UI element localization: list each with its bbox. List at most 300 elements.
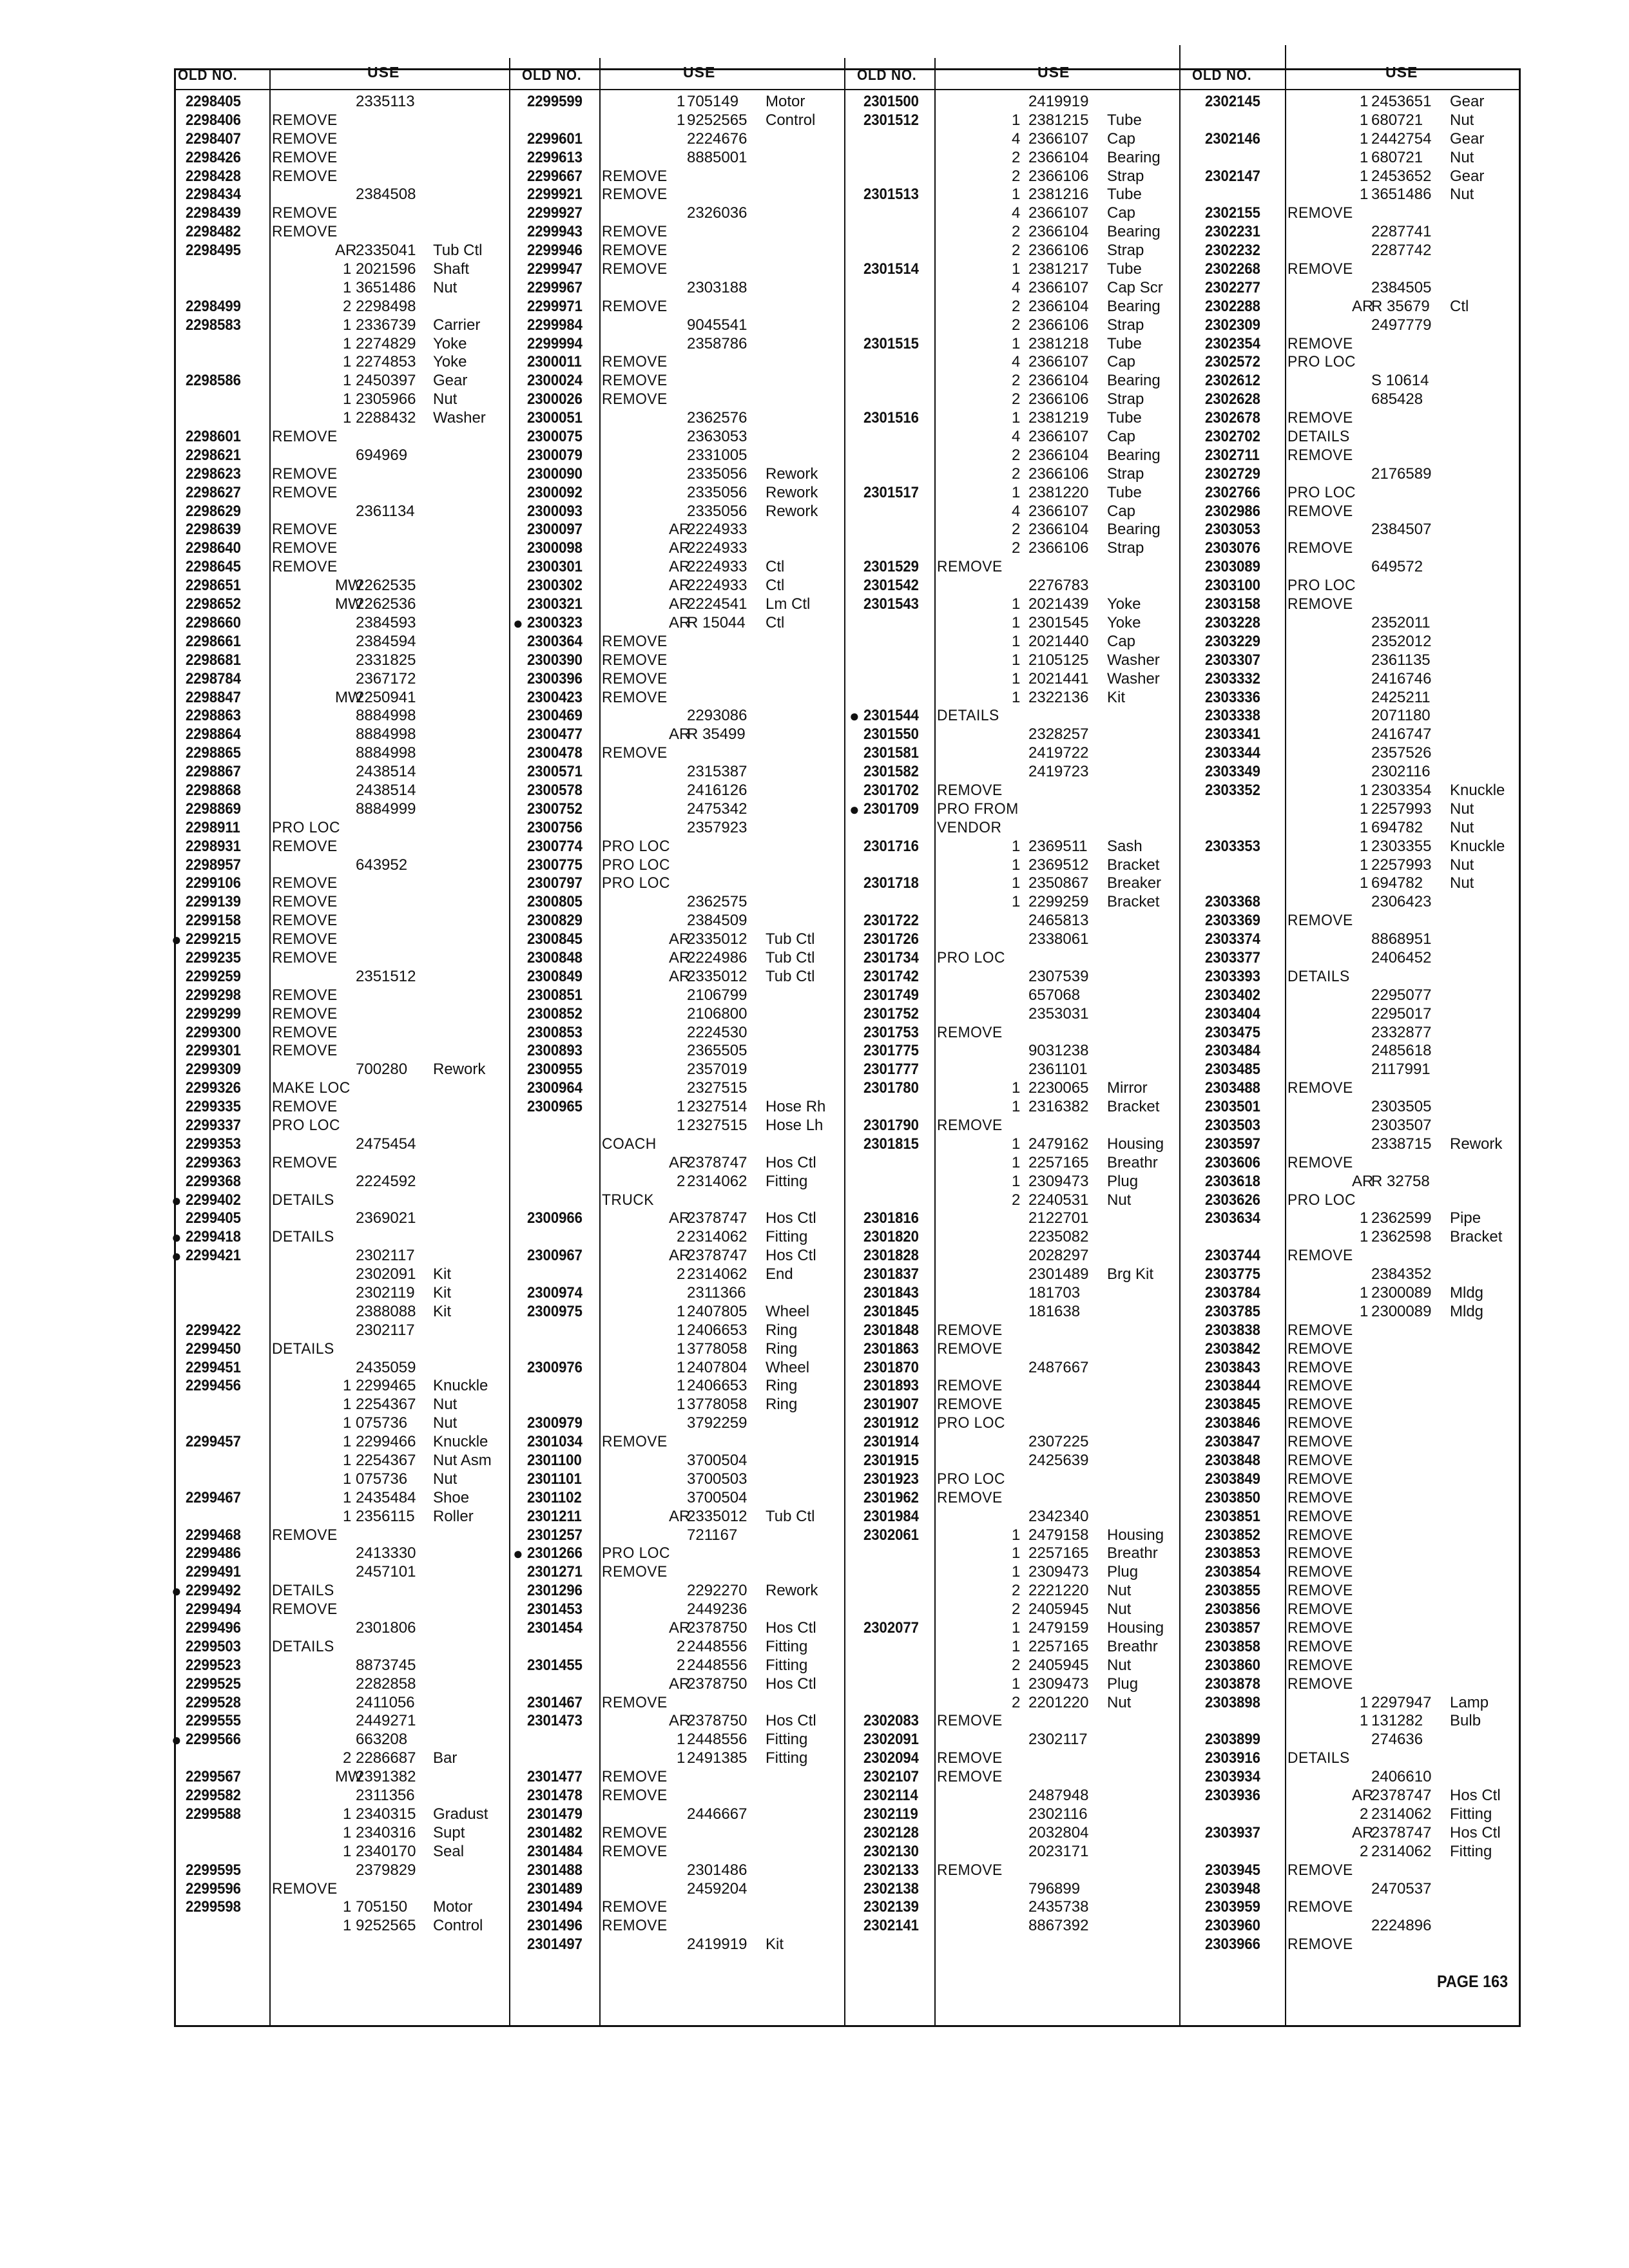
table-row bbox=[844, 577, 1179, 595]
quantity: AR bbox=[669, 521, 691, 539]
part-description: Bearing bbox=[1107, 148, 1161, 166]
table-row bbox=[844, 1228, 1179, 1247]
action-label: REMOVE bbox=[272, 111, 338, 129]
old-part-number: 2298629 bbox=[186, 502, 241, 520]
table-row bbox=[509, 1191, 844, 1210]
table-row bbox=[509, 856, 844, 875]
old-part-number: 2303349 bbox=[1205, 763, 1260, 781]
replacement-part-number: 2302116 bbox=[1028, 1805, 1088, 1823]
replacement-part-number: 2369512 bbox=[1028, 856, 1089, 874]
replacement-part-number: 2122701 bbox=[1028, 1209, 1089, 1227]
part-description: Breathr bbox=[1107, 1637, 1158, 1655]
table-row bbox=[509, 503, 844, 521]
table-row bbox=[174, 223, 509, 242]
table-row bbox=[174, 1284, 509, 1303]
table-row bbox=[174, 1079, 509, 1098]
replacement-part-number: 2224592 bbox=[356, 1172, 416, 1190]
table-row bbox=[174, 484, 509, 503]
old-part-number: 2301513 bbox=[863, 186, 919, 204]
table-row bbox=[844, 986, 1179, 1005]
old-part-number: 2301488 bbox=[527, 1861, 583, 1879]
part-description: Strap bbox=[1107, 539, 1144, 557]
table-row bbox=[509, 1843, 844, 1861]
part-description: Breaker bbox=[1107, 874, 1162, 892]
replacement-part-number: 2028297 bbox=[1028, 1247, 1089, 1265]
table-row bbox=[844, 465, 1179, 484]
old-part-number: 2303843 bbox=[1205, 1358, 1260, 1376]
part-description: Yoke bbox=[1107, 613, 1141, 631]
table-row bbox=[844, 1247, 1179, 1265]
action-label: REMOVE bbox=[937, 1488, 1003, 1506]
table-row bbox=[844, 633, 1179, 651]
quantity: 2 bbox=[1012, 1582, 1021, 1600]
part-description: Motor bbox=[766, 93, 805, 110]
action-label: DETAILS bbox=[937, 707, 999, 725]
old-part-number: 2303784 bbox=[1205, 1284, 1260, 1302]
old-part-number: 2301815 bbox=[863, 1135, 919, 1153]
table-row bbox=[1179, 111, 1521, 130]
table-row bbox=[844, 726, 1179, 744]
replacement-part-number: 2361101 bbox=[1028, 1061, 1088, 1079]
replacement-part-number: 2384593 bbox=[356, 613, 416, 631]
quantity: AR bbox=[1352, 1172, 1374, 1190]
old-part-number: 2303851 bbox=[1205, 1507, 1260, 1525]
replacement-part-number: 2340316 bbox=[356, 1823, 416, 1841]
replacement-part-number: 663208 bbox=[356, 1731, 408, 1749]
table-row bbox=[509, 1898, 844, 1917]
table-row bbox=[174, 800, 509, 819]
part-description: Fitting bbox=[1450, 1805, 1492, 1823]
replacement-part-number: 2224541 bbox=[687, 595, 747, 613]
table-row bbox=[844, 1079, 1179, 1098]
part-description: Housing bbox=[1107, 1526, 1164, 1544]
replacement-part-number: 796899 bbox=[1028, 1879, 1081, 1898]
replacement-part-number: 2276783 bbox=[1028, 577, 1089, 595]
old-part-number: 2303158 bbox=[1205, 595, 1260, 613]
old-part-number: 2299418 bbox=[186, 1228, 241, 1246]
action-label: REMOVE bbox=[602, 1563, 668, 1581]
part-description: Nut bbox=[1450, 856, 1474, 874]
table-row bbox=[174, 1470, 509, 1489]
replacement-part-number: 2335012 bbox=[687, 1507, 747, 1525]
part-description: Plug bbox=[1107, 1675, 1139, 1693]
table-row bbox=[1179, 614, 1521, 633]
old-part-number: 2301271 bbox=[527, 1563, 583, 1581]
table-row bbox=[509, 1228, 844, 1247]
table-row bbox=[1179, 1061, 1521, 1079]
replacement-part-number: 2302116 bbox=[1371, 763, 1431, 781]
table-row bbox=[844, 484, 1179, 503]
action-label: PRO LOC bbox=[937, 1470, 1005, 1488]
old-part-number: 2303352 bbox=[1205, 781, 1260, 799]
old-part-number: 2301514 bbox=[863, 260, 919, 278]
replacement-part-number: 2365505 bbox=[687, 1042, 747, 1060]
action-label: PRO LOC bbox=[937, 1414, 1005, 1432]
action-label: REMOVE bbox=[602, 260, 668, 278]
replacement-part-number: 2457101 bbox=[356, 1563, 416, 1581]
part-description: Nut bbox=[1450, 874, 1474, 892]
table-row bbox=[844, 130, 1179, 149]
old-part-number: 2300752 bbox=[527, 800, 583, 818]
replacement-part-number: 3651486 bbox=[356, 278, 416, 296]
quantity: 1 bbox=[1360, 1228, 1369, 1246]
table-row bbox=[844, 651, 1179, 670]
part-description: Rework bbox=[1450, 1135, 1503, 1153]
replacement-part-number: 2406653 bbox=[687, 1321, 747, 1339]
table-row bbox=[844, 335, 1179, 354]
old-part-number: 2300964 bbox=[527, 1079, 583, 1097]
part-description: Strap bbox=[1107, 242, 1144, 260]
quantity: 2 bbox=[1012, 1656, 1021, 1674]
table-row bbox=[1179, 1880, 1521, 1899]
quantity: 2 bbox=[677, 1656, 686, 1674]
replacement-part-number: 2342340 bbox=[1028, 1507, 1089, 1525]
action-label: DETAILS bbox=[272, 1228, 334, 1246]
table-row bbox=[171, 1190, 509, 1210]
old-part-number: 2299486 bbox=[186, 1544, 241, 1562]
part-description: Gradust bbox=[433, 1805, 488, 1823]
replacement-part-number: 2274853 bbox=[356, 353, 416, 371]
old-part-number: 2299106 bbox=[186, 874, 241, 892]
table-row bbox=[1179, 279, 1521, 298]
replacement-part-number: 2442754 bbox=[1371, 130, 1432, 148]
replacement-part-number: 2487667 bbox=[1028, 1358, 1089, 1376]
quantity: 1 bbox=[677, 1302, 686, 1320]
part-description: Breathr bbox=[1107, 1544, 1158, 1562]
table-row bbox=[509, 1544, 844, 1563]
replacement-part-number: 2302117 bbox=[1028, 1731, 1088, 1749]
action-label: REMOVE bbox=[1287, 1340, 1353, 1358]
table-row bbox=[509, 912, 844, 930]
old-part-number: 2302094 bbox=[863, 1749, 919, 1767]
table-row bbox=[174, 130, 509, 149]
quantity: 1 bbox=[677, 111, 686, 129]
replacement-part-number: 2303355 bbox=[1371, 837, 1432, 855]
action-label: REMOVE bbox=[1287, 1433, 1353, 1451]
old-part-number: 2298621 bbox=[186, 446, 241, 464]
part-description: Tub Ctl bbox=[766, 967, 815, 985]
old-part-number: 2303402 bbox=[1205, 986, 1260, 1004]
replacement-part-number: 2332877 bbox=[1371, 1023, 1432, 1041]
replacement-part-number: 2262536 bbox=[356, 595, 416, 613]
replacement-part-number: 2351512 bbox=[356, 967, 416, 985]
old-part-number: 2298639 bbox=[186, 521, 241, 539]
old-part-number: 2298661 bbox=[186, 632, 241, 650]
replacement-part-number: 2314062 bbox=[687, 1265, 747, 1283]
part-description: Bearing bbox=[1107, 446, 1161, 464]
replacement-part-number: 2470537 bbox=[1371, 1879, 1432, 1898]
old-part-number: 2303332 bbox=[1205, 669, 1260, 687]
table-row bbox=[509, 1694, 844, 1713]
quantity: 1 bbox=[343, 353, 352, 371]
quantity: 2 bbox=[1012, 1693, 1021, 1711]
old-part-number: 2300805 bbox=[527, 893, 583, 911]
table-row bbox=[1179, 372, 1521, 390]
quantity: 2 bbox=[677, 1265, 686, 1283]
table-row bbox=[1179, 1563, 1521, 1582]
action-label: PRO FROM bbox=[937, 800, 1019, 818]
replacement-part-number: 2384505 bbox=[1371, 278, 1432, 296]
table-row bbox=[174, 1694, 509, 1713]
old-part-number: 2303369 bbox=[1205, 912, 1260, 930]
old-part-number: 2300075 bbox=[527, 428, 583, 446]
replacement-part-number: 2366106 bbox=[1028, 465, 1089, 483]
bullet-icon: ● bbox=[171, 1581, 182, 1601]
old-part-number: 2301296 bbox=[527, 1582, 583, 1600]
table-row bbox=[174, 316, 509, 335]
replacement-part-number: 685428 bbox=[1371, 390, 1423, 408]
table-row bbox=[509, 577, 844, 595]
table-row bbox=[509, 670, 844, 689]
replacement-part-number: 680721 bbox=[1371, 111, 1423, 129]
old-part-number: 2301211 bbox=[527, 1507, 582, 1525]
old-part-number: 2299601 bbox=[527, 130, 583, 148]
part-description: Strap bbox=[1107, 167, 1144, 185]
action-label: REMOVE bbox=[1287, 1861, 1353, 1879]
old-part-number: 2301266 bbox=[527, 1544, 583, 1562]
action-label: REMOVE bbox=[272, 1023, 338, 1041]
action-label: REMOVE bbox=[602, 1898, 668, 1916]
table-row bbox=[509, 168, 844, 186]
quantity: AR bbox=[669, 539, 691, 557]
table-row bbox=[174, 503, 509, 521]
old-part-number: 2298601 bbox=[186, 428, 241, 446]
old-part-number: 2302130 bbox=[863, 1842, 919, 1860]
old-part-number: 2302231 bbox=[1205, 223, 1260, 241]
table-row bbox=[1179, 1024, 1521, 1043]
part-description: Fitting bbox=[766, 1749, 808, 1767]
quantity: 1 bbox=[677, 1731, 686, 1749]
replacement-part-number: 2362576 bbox=[687, 409, 747, 427]
old-part-number: 2303393 bbox=[1205, 967, 1260, 985]
table-row bbox=[844, 1489, 1179, 1508]
table-row bbox=[174, 819, 509, 838]
quantity: AR bbox=[1352, 1823, 1374, 1841]
replacement-part-number: 2406452 bbox=[1371, 948, 1432, 966]
table-row bbox=[174, 893, 509, 912]
old-part-number: 2301775 bbox=[863, 1042, 919, 1060]
table-row bbox=[1179, 1098, 1521, 1117]
table-row bbox=[1179, 149, 1521, 168]
old-part-number: 2300301 bbox=[527, 558, 583, 576]
old-part-number: 2300390 bbox=[527, 651, 583, 669]
part-description: Yoke bbox=[433, 334, 467, 352]
replacement-part-number: 2366107 bbox=[1028, 502, 1089, 520]
table-row bbox=[1179, 1191, 1521, 1210]
part-description: Rework bbox=[766, 502, 818, 520]
table-row bbox=[509, 260, 844, 279]
action-label: PRO LOC bbox=[1287, 1191, 1356, 1209]
replacement-part-number: 2254367 bbox=[356, 1396, 416, 1414]
quantity: 1 bbox=[1012, 1544, 1021, 1562]
replacement-part-number: 2361134 bbox=[356, 502, 415, 520]
action-label: REMOVE bbox=[272, 948, 338, 966]
table-row bbox=[844, 949, 1179, 968]
replacement-part-number: 2240531 bbox=[1028, 1191, 1089, 1209]
old-part-number: 2301780 bbox=[863, 1079, 919, 1097]
old-part-number: 2300966 bbox=[527, 1209, 583, 1227]
old-part-number: 2299158 bbox=[186, 912, 241, 930]
old-part-number: 2303076 bbox=[1205, 539, 1260, 557]
replacement-part-number: 8884998 bbox=[356, 707, 416, 725]
old-part-number: 2301496 bbox=[527, 1917, 583, 1935]
action-label: REMOVE bbox=[602, 651, 668, 669]
table-row bbox=[1179, 1154, 1521, 1173]
action-label: REMOVE bbox=[602, 390, 668, 408]
table-row bbox=[509, 1433, 844, 1452]
replacement-part-number: 2497779 bbox=[1371, 316, 1432, 334]
table-row bbox=[174, 986, 509, 1005]
old-part-number: 2301477 bbox=[527, 1768, 583, 1786]
old-part-number: 2303307 bbox=[1205, 651, 1260, 669]
old-part-number: 2302114 bbox=[863, 1787, 918, 1805]
action-label: REMOVE bbox=[272, 837, 338, 855]
quantity: 1 bbox=[1012, 260, 1021, 278]
old-part-number: 2298623 bbox=[186, 465, 241, 483]
replacement-part-number: 2307539 bbox=[1028, 967, 1089, 985]
quantity: 2 bbox=[1012, 148, 1021, 166]
quantity: 4 bbox=[1012, 278, 1021, 296]
table-row bbox=[844, 670, 1179, 689]
old-part-number: 2302155 bbox=[1205, 204, 1260, 222]
table-row bbox=[1179, 260, 1521, 279]
old-part-number: 2303845 bbox=[1205, 1396, 1260, 1414]
bullet-icon: ● bbox=[849, 799, 860, 819]
part-description: Fitting bbox=[766, 1637, 808, 1655]
action-label: REMOVE bbox=[1287, 1396, 1353, 1414]
replacement-part-number: 2419919 bbox=[1028, 93, 1089, 110]
column-4 bbox=[1179, 45, 1521, 2027]
table-row bbox=[509, 1861, 844, 1880]
action-label: REMOVE bbox=[937, 1749, 1003, 1767]
quantity: 1 bbox=[1012, 874, 1021, 892]
table-row bbox=[844, 558, 1179, 577]
old-part-number: 2299946 bbox=[527, 242, 583, 260]
table-row bbox=[844, 930, 1179, 949]
old-part-number: 2299971 bbox=[527, 297, 583, 315]
old-part-number: 2300797 bbox=[527, 874, 583, 892]
table-row bbox=[509, 726, 844, 744]
old-part-number: 2302232 bbox=[1205, 242, 1260, 260]
replacement-part-number: 2453652 bbox=[1371, 167, 1432, 185]
part-description: Nut bbox=[433, 1396, 458, 1414]
old-part-number: 2303368 bbox=[1205, 893, 1260, 911]
old-part-number: 2302141 bbox=[863, 1917, 919, 1935]
table-row bbox=[844, 1749, 1179, 1768]
header-rule bbox=[174, 89, 509, 90]
old-part-number: 2299994 bbox=[527, 334, 583, 352]
old-part-number: 2301709 bbox=[863, 800, 919, 818]
part-description: Ring bbox=[766, 1321, 798, 1339]
old-part-number: 2298867 bbox=[186, 763, 241, 781]
table-row bbox=[509, 242, 844, 260]
old-part-number: 2299596 bbox=[186, 1879, 241, 1898]
action-label: REMOVE bbox=[272, 1042, 338, 1060]
quantity: 1 bbox=[1360, 1284, 1369, 1302]
table-row bbox=[844, 1303, 1179, 1321]
table-row bbox=[1179, 390, 1521, 409]
replacement-part-number: 2288432 bbox=[356, 409, 416, 427]
table-row bbox=[174, 744, 509, 763]
old-part-number: 2300079 bbox=[527, 446, 583, 464]
quantity: 1 bbox=[677, 1340, 686, 1358]
table-row bbox=[844, 1544, 1179, 1563]
table-row bbox=[174, 838, 509, 856]
table-row bbox=[509, 1209, 844, 1228]
old-part-number: 2301820 bbox=[863, 1228, 919, 1246]
table-row bbox=[509, 800, 844, 819]
replacement-part-number: 2338715 bbox=[1371, 1135, 1432, 1153]
table-row bbox=[1179, 912, 1521, 930]
old-part-number: 2299301 bbox=[186, 1042, 241, 1060]
part-description: Hos Ctl bbox=[766, 1153, 816, 1171]
replacement-part-number: 2302119 bbox=[356, 1284, 415, 1302]
replacement-part-number: 2406610 bbox=[1371, 1768, 1432, 1786]
old-part-number: 2298957 bbox=[186, 856, 241, 874]
column-3-header bbox=[844, 45, 1179, 90]
table-row bbox=[844, 838, 1179, 856]
table-row bbox=[1179, 1638, 1521, 1657]
replacement-part-number: 2311366 bbox=[687, 1284, 746, 1302]
replacement-part-number: 2378747 bbox=[687, 1209, 747, 1227]
table-row bbox=[174, 1024, 509, 1043]
old-part-number: 2298406 bbox=[186, 111, 241, 129]
table-row bbox=[174, 633, 509, 651]
replacement-part-number: 2254367 bbox=[356, 1452, 416, 1470]
part-description: Kit bbox=[766, 1936, 784, 1954]
replacement-part-number: 2309473 bbox=[1028, 1563, 1089, 1581]
old-part-number: 2301479 bbox=[527, 1805, 583, 1823]
action-label: REMOVE bbox=[602, 297, 668, 315]
table-row bbox=[509, 1824, 844, 1843]
old-part-number: 2300965 bbox=[527, 1098, 583, 1116]
replacement-part-number: 2322136 bbox=[1028, 688, 1089, 706]
old-part-number: 2301529 bbox=[863, 558, 919, 576]
replacement-part-number: 657068 bbox=[1028, 986, 1081, 1004]
part-description: Nut bbox=[1450, 186, 1474, 204]
quantity: 1 bbox=[1012, 1563, 1021, 1581]
table-row bbox=[1179, 93, 1521, 111]
table-row bbox=[509, 1452, 844, 1470]
table-row bbox=[509, 893, 844, 912]
replacement-part-number: 2366107 bbox=[1028, 428, 1089, 446]
old-part-number: 2299299 bbox=[186, 1004, 241, 1023]
table-row bbox=[1179, 428, 1521, 447]
table-row bbox=[174, 707, 509, 726]
table-row bbox=[174, 1452, 509, 1470]
table-row bbox=[509, 1135, 844, 1154]
old-part-number: 2303936 bbox=[1205, 1787, 1260, 1805]
replacement-part-number: R 35499 bbox=[687, 726, 746, 744]
action-label: REMOVE bbox=[937, 1768, 1003, 1786]
table-row bbox=[1179, 521, 1521, 539]
table-row bbox=[509, 1768, 844, 1787]
part-description: Seal bbox=[433, 1842, 465, 1860]
old-part-number: 2303966 bbox=[1205, 1936, 1260, 1954]
quantity: 2 bbox=[677, 1172, 686, 1190]
bullet-icon: ● bbox=[849, 706, 860, 726]
table-row bbox=[174, 204, 509, 223]
quantity: 2 bbox=[1012, 1600, 1021, 1619]
quantity: 1 bbox=[1012, 1526, 1021, 1544]
action-label: REMOVE bbox=[1287, 1544, 1353, 1562]
old-part-number: 2301718 bbox=[863, 874, 919, 892]
old-part-number: 2299566 bbox=[186, 1731, 241, 1749]
old-part-number: 2302145 bbox=[1205, 93, 1260, 110]
table-row bbox=[1179, 949, 1521, 968]
table-row bbox=[1179, 484, 1521, 503]
quantity: 1 bbox=[1012, 1675, 1021, 1693]
